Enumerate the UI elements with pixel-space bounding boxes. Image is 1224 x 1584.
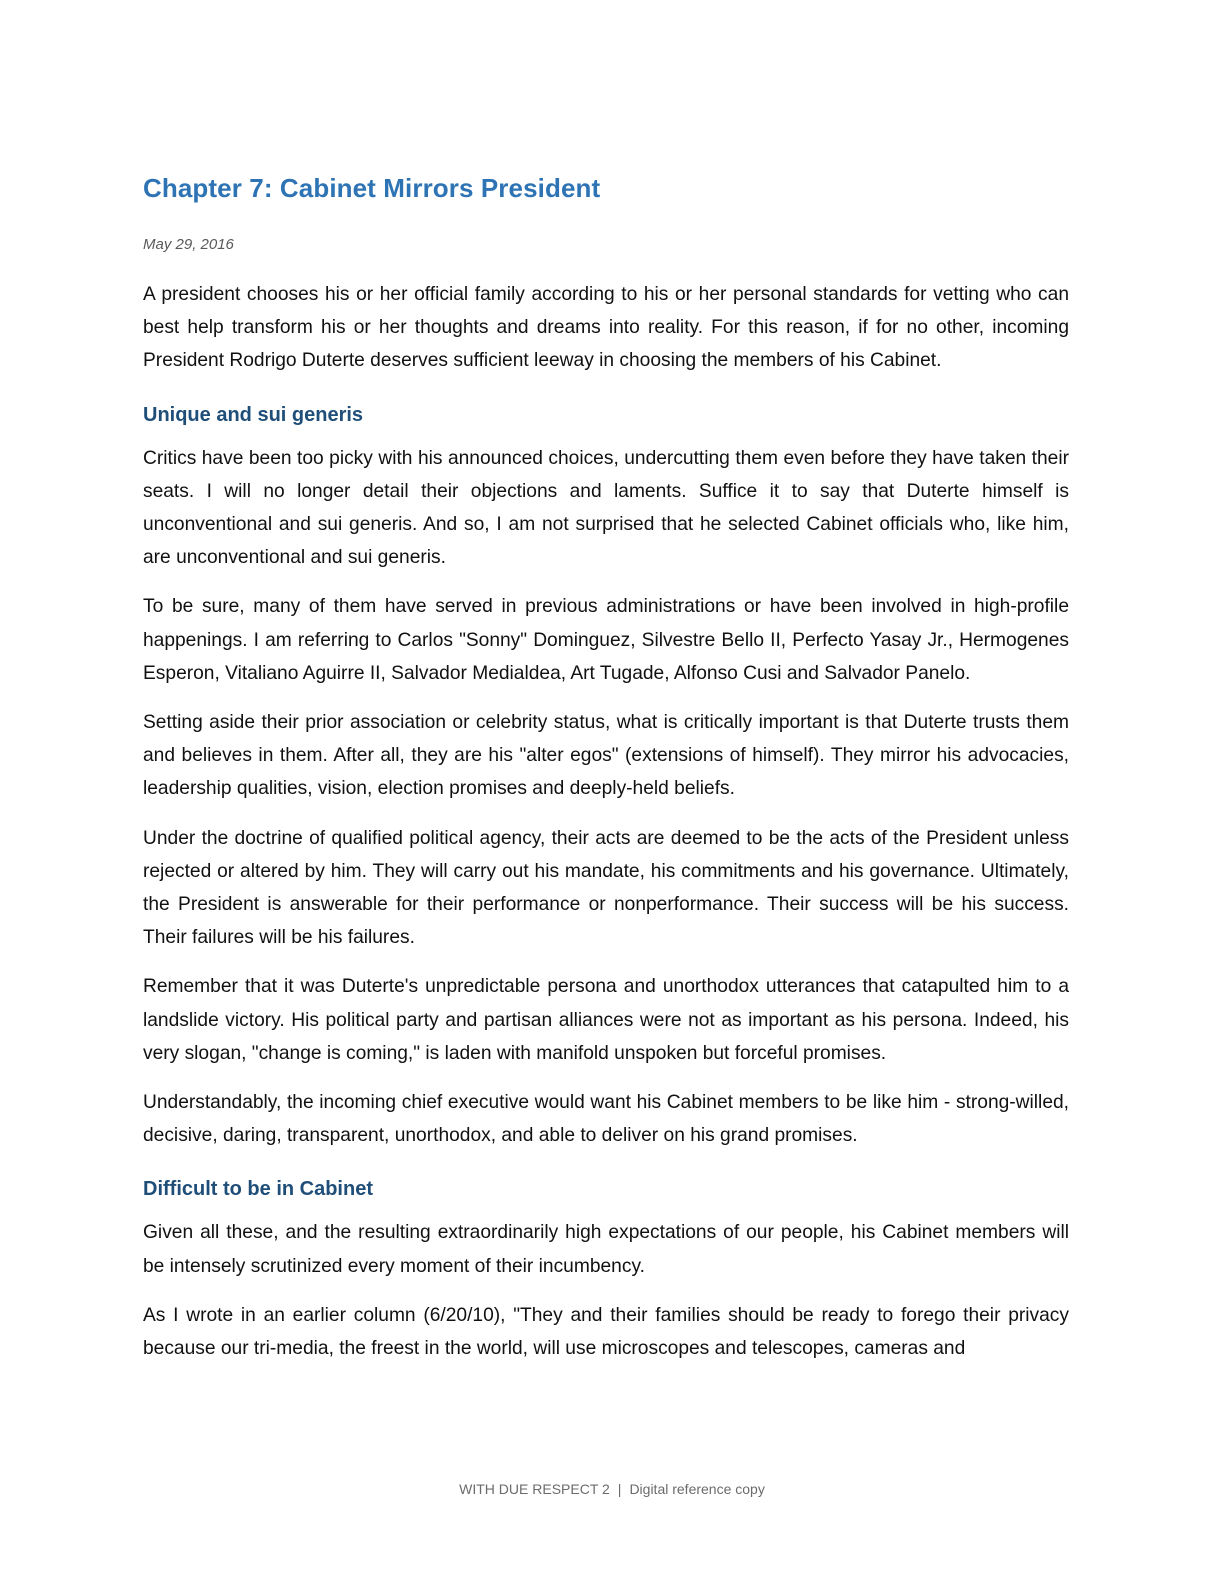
intro-paragraph: A president chooses his or her official family according to his or her personal standards for vetting who can best help transform his or her thoughts and dreams into reality. For this reason, if for no other, incoming President Rodrigo Duterte deserves sufficient leeway in choosing the members of his Cabinet. xyxy=(143,284,1069,372)
body-paragraph: As I wrote in an earlier column (6/20/10), "They and their families should be ready to forego their privacy because our tri-media, the freest in the world, will use microscopes and telescopes, cameras and xyxy=(143,1304,1069,1360)
footer-note: Digital reference copy xyxy=(629,1481,765,1497)
publication-date: May 29, 2016 xyxy=(143,236,234,253)
footer-separator: | xyxy=(617,1481,622,1497)
page-footer xyxy=(0,1479,1224,1499)
section-heading-difficult: Difficult to be in Cabinet xyxy=(143,1178,373,1201)
body-paragraph: To be sure, many of them have served in previous administrations or have been involved in high-profile happenings. I am referring to Carlos "Sonny" Dominguez, Silvestre Bello II, Perfecto Yasay Jr., Hermogenes Esperon, Vitaliano Aguirre II, Salvador Medialdea, Art Tugade, Alfonso Cusi and Salvador Panelo. xyxy=(143,596,1069,684)
body-paragraph: Given all these, and the resulting extraordinarily high expectations of our people, his Cabinet members will be intensely scrutinized every moment of their incumbency. xyxy=(143,1222,1069,1277)
body-paragraph: Understandably, the incoming chief executive would want his Cabinet members to be like him - strong-willed, decisive, daring, transparent, unorthodox, and able to deliver on his grand promises. xyxy=(143,1092,1069,1147)
document-body xyxy=(143,168,1069,1381)
body-paragraph: Critics have been too picky with his announced choices, undercutting them even before they have taken their seats. I will no longer detail their objections and laments. Suffice it to say that Duterte himself is unconventional and sui generis. And so, I am not surprised that he selected Cabinet officials who, like him, are unconventional and sui generis. xyxy=(143,447,1069,569)
body-paragraph: Under the doctrine of qualified political agency, their acts are deemed to be the acts of the President unless rejected or altered by him. They will carry out his mandate, his commitments and his governance. Ultimately, the President is answerable for their performance or nonperformance. Their success will be his success. Their failures will be his failures. xyxy=(143,827,1069,949)
chapter-title: Chapter 7: Cabinet Mirrors President xyxy=(143,173,601,203)
body-paragraph: Setting aside their prior association or celebrity status, what is critically important is that Duterte trusts them and believes in them. After all, they are his "alter egos" (extensions of himself). They mirror his advocacies, leadership qualities, vision, election promises and deeply-held beliefs. xyxy=(143,712,1069,800)
footer-book-title: WITH DUE RESPECT 2 xyxy=(459,1481,610,1497)
section-heading-unique: Unique and sui generis xyxy=(143,403,364,426)
body-paragraph: Remember that it was Duterte's unpredictable persona and unorthodox utterances that catapulted him to a landslide victory. His political party and partisan alliances were not as important as his persona. Indeed, his very slogan, "change is coming," is laden with manifold unspoken but forceful promises. xyxy=(143,976,1069,1064)
